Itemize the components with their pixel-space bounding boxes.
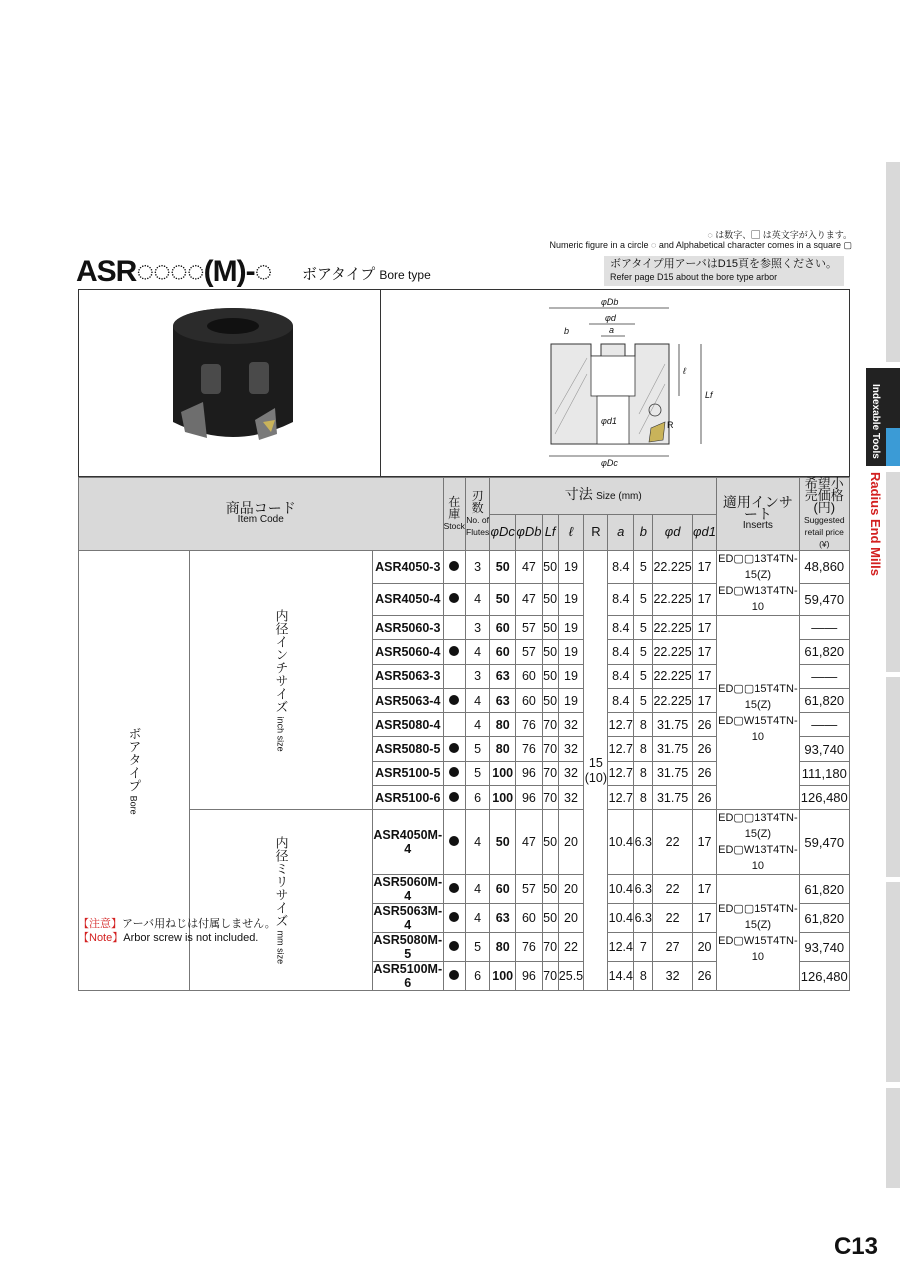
header-stock-jp: 在庫 (448, 495, 461, 521)
category-inch (190, 551, 373, 810)
dc-cell: 50 (490, 583, 516, 616)
header-inserts (717, 478, 799, 551)
d1-cell: 26 (692, 713, 716, 737)
b-cell: 6.3 (634, 810, 653, 875)
category-mm (190, 810, 373, 991)
header-flutes (465, 478, 489, 551)
header-r: R (584, 514, 608, 551)
note-en-tag: 【Note】 (78, 932, 124, 944)
header-db: φDb (516, 514, 543, 551)
flutes-cell: 5 (465, 737, 489, 761)
d-cell: 22 (653, 810, 692, 875)
l-cell: 19 (558, 640, 584, 664)
item-code: ASR5080-4 (373, 713, 444, 737)
flutes-cell: 3 (465, 616, 489, 640)
dc-cell: 60 (490, 640, 516, 664)
stock-dot-icon (449, 941, 459, 951)
placeholder-note-en: Numeric figure in a circle ◌ and Alphabetical character comes in a square ▢ (549, 240, 852, 250)
a-cell: 8.4 (608, 664, 634, 688)
insert-code: ED▢W13T4TN-10 (718, 585, 798, 613)
d-cell: 31.75 (653, 761, 692, 785)
header-lf: Lf (542, 514, 558, 551)
header-dc: φDc (490, 514, 516, 551)
price-cell: 93,740 (799, 737, 849, 761)
l-cell: 32 (558, 761, 584, 785)
a-cell: 10.4 (608, 810, 634, 875)
price-cell: 61,820 (799, 688, 849, 712)
label-lf: Lf (705, 390, 713, 400)
stock-dot-icon (449, 695, 459, 705)
l-cell: 32 (558, 737, 584, 761)
label-a: a (609, 325, 615, 335)
db-cell: 60 (516, 688, 543, 712)
dimension-diagram (539, 294, 739, 469)
side-tab-active[interactable] (886, 368, 900, 428)
category-tab-indexable-tools[interactable] (866, 368, 886, 466)
db-cell: 47 (516, 583, 543, 616)
note-en (78, 929, 258, 945)
placeholder-note-jp: ◌ は数字、▢ は英文字が入ります。 (707, 230, 852, 240)
b-cell: 8 (634, 786, 653, 810)
header-stock-en: Stock (443, 521, 465, 531)
header-size (490, 478, 717, 515)
stock-dot-icon (449, 767, 459, 777)
dc-cell: 80 (490, 713, 516, 737)
price-cell: —— (799, 616, 849, 640)
category-mm-jp: 内径ミリサイズ (273, 836, 289, 928)
stock-cell (443, 616, 465, 640)
lf-cell: 70 (542, 786, 558, 810)
db-cell: 47 (516, 551, 543, 584)
lf-cell: 50 (542, 551, 558, 584)
lf-cell: 50 (542, 640, 558, 664)
b-cell: 8 (634, 737, 653, 761)
header-a: a (608, 514, 634, 551)
dc-cell: 100 (490, 761, 516, 785)
item-code: ASR5080-5 (373, 737, 444, 761)
insert-code: ED▢▢15T4TN-15(Z) (718, 682, 798, 711)
db-cell: 76 (516, 713, 543, 737)
header-size-jp: 寸法 (564, 486, 593, 503)
stock-dot-icon (449, 593, 459, 603)
d-cell: 22.225 (653, 688, 692, 712)
db-cell: 96 (516, 962, 543, 991)
side-tab (886, 882, 900, 1082)
stock-cell (443, 810, 465, 875)
header-price-jp: 希望小売価格(円) (804, 476, 844, 515)
lf-cell: 50 (542, 583, 558, 616)
category-mm-en: mm size (275, 930, 286, 965)
item-code: ASR5060-4 (373, 640, 444, 664)
l-cell: 32 (558, 713, 584, 737)
l-cell: 19 (558, 688, 584, 712)
db-cell: 57 (516, 875, 543, 904)
stock-dot-icon (449, 970, 459, 980)
label-r: R (667, 420, 674, 430)
dc-cell: 60 (490, 875, 516, 904)
a-cell: 12.7 (608, 761, 634, 785)
label-d1: φd1 (601, 416, 617, 426)
db-cell: 76 (516, 933, 543, 962)
a-cell: 12.4 (608, 933, 634, 962)
side-tab (886, 472, 900, 672)
db-cell: 76 (516, 737, 543, 761)
db-cell: 96 (516, 761, 543, 785)
stock-dot-icon (449, 561, 459, 571)
d-cell: 22 (653, 904, 692, 933)
note-jp-tag: 【注意】 (78, 918, 122, 930)
dc-cell: 63 (490, 904, 516, 933)
l-cell: 19 (558, 664, 584, 688)
header-price-en: Suggested retail price (¥) (803, 515, 845, 549)
insert-code: ED▢W15T4TN-10 (718, 934, 798, 963)
a-cell: 10.4 (608, 875, 634, 904)
label-db: φDb (601, 297, 619, 307)
item-code: ASR5100-6 (373, 786, 444, 810)
item-code: ASR5063-4 (373, 688, 444, 712)
r-value-paren: (10) (584, 770, 607, 785)
d1-cell: 26 (692, 962, 716, 991)
lf-cell: 70 (542, 713, 558, 737)
lf-cell: 50 (542, 810, 558, 875)
d1-cell: 26 (692, 786, 716, 810)
lf-cell: 50 (542, 875, 558, 904)
stock-dot-icon (449, 912, 459, 922)
note-en-text: Arbor screw is not included. (123, 932, 259, 944)
category-inch-en: inch size (275, 716, 286, 752)
header-stock (443, 478, 465, 551)
flutes-cell: 6 (465, 786, 489, 810)
l-cell: 19 (558, 616, 584, 640)
d1-cell: 20 (692, 933, 716, 962)
d1-cell: 17 (692, 904, 716, 933)
dc-cell: 60 (490, 616, 516, 640)
d-cell: 31.75 (653, 737, 692, 761)
bore-note-en: Refer page D15 about the bore type arbor (610, 272, 778, 282)
flutes-cell: 3 (465, 551, 489, 584)
side-tab-active-marker (886, 428, 900, 466)
l-cell: 20 (558, 875, 584, 904)
item-code: ASR5063-3 (373, 664, 444, 688)
price-cell: 93,740 (799, 933, 849, 962)
label-l: ℓ (683, 366, 686, 376)
header-item-code (79, 478, 444, 551)
stock-cell (443, 761, 465, 785)
item-code: ASR5100-5 (373, 761, 444, 785)
a-cell: 10.4 (608, 904, 634, 933)
insert-code: ED▢W15T4TN-10 (718, 714, 798, 743)
insert-code: ED▢W13T4TN-10 (718, 844, 798, 873)
item-code: ASR5080M-5 (373, 933, 443, 962)
stock-cell (443, 688, 465, 712)
lf-cell: 70 (542, 761, 558, 785)
price-cell: 126,480 (799, 786, 849, 810)
bore-note-jp: ボアタイプ用アーバはD15頁を参照ください。 (610, 258, 837, 270)
note-jp-text: アーバ用ねじは付属しません。 (122, 918, 276, 930)
a-cell: 8.4 (608, 640, 634, 664)
a-cell: 8.4 (608, 688, 634, 712)
d-cell: 31.75 (653, 713, 692, 737)
price-cell: —— (799, 664, 849, 688)
lf-cell: 70 (542, 933, 558, 962)
category-bore-en: Bore (128, 795, 139, 815)
subtitle-jp: ボアタイプ (302, 266, 376, 283)
lf-cell: 50 (542, 616, 558, 640)
flutes-cell: 4 (465, 713, 489, 737)
b-cell: 6.3 (634, 904, 653, 933)
l-cell: 20 (558, 904, 584, 933)
price-cell: 48,860 (799, 551, 849, 584)
d-cell: 22.225 (653, 664, 692, 688)
dc-cell: 50 (490, 551, 516, 584)
d1-cell: 17 (692, 664, 716, 688)
label-b: b (564, 326, 570, 336)
flutes-cell: 6 (465, 962, 489, 991)
d-cell: 27 (653, 933, 692, 962)
stock-cell (443, 640, 465, 664)
d-cell: 22.225 (653, 583, 692, 616)
item-code: ASR5100M-6 (373, 962, 443, 991)
stock-cell (443, 962, 465, 991)
lf-cell: 70 (542, 962, 558, 991)
b-cell: 5 (634, 664, 653, 688)
table-row (79, 810, 850, 875)
item-code: ASR4050-4 (373, 583, 444, 616)
item-code: ASR5063M-4 (373, 904, 443, 933)
header-inserts-en: Inserts (742, 520, 773, 531)
header-price (799, 478, 849, 551)
b-cell: 5 (634, 616, 653, 640)
side-tab (886, 1088, 900, 1188)
price-cell: 61,820 (799, 904, 849, 933)
header-d: φd (653, 514, 692, 551)
b-cell: 6.3 (634, 875, 653, 904)
side-tab (886, 162, 900, 362)
header-size-en: Size (mm) (596, 491, 642, 503)
product-figure-panel (78, 289, 850, 477)
d-cell: 22 (653, 875, 692, 904)
insert-cell (717, 616, 799, 810)
flutes-cell: 4 (465, 583, 489, 616)
item-code: ASR4050-3 (373, 551, 444, 584)
figure-divider (380, 290, 381, 476)
l-cell: 20 (558, 810, 584, 875)
l-cell: 19 (558, 583, 584, 616)
insert-code: ED▢▢15T4TN-15(Z) (718, 902, 798, 931)
b-cell: 7 (634, 933, 653, 962)
header-flutes-en: No. of Flutes (466, 515, 490, 537)
price-cell: 59,470 (799, 810, 849, 875)
d1-cell: 17 (692, 875, 716, 904)
stock-dot-icon (449, 836, 459, 846)
stock-cell (443, 737, 465, 761)
bore-arbor-note (604, 256, 844, 286)
subtitle-en: Bore type (379, 268, 431, 282)
header-l: ℓ (558, 514, 584, 551)
stock-cell (443, 664, 465, 688)
category-tab-label: Indexable Tools (870, 384, 881, 459)
stock-cell (443, 551, 465, 584)
a-cell: 8.4 (608, 551, 634, 584)
r-cell (584, 551, 608, 991)
db-cell: 60 (516, 664, 543, 688)
l-cell: 25.5 (558, 962, 584, 991)
section-label-radius-end-mills: Radius End Mills (868, 472, 883, 577)
price-cell: 111,180 (799, 761, 849, 785)
a-cell: 8.4 (608, 583, 634, 616)
stock-cell (443, 713, 465, 737)
item-code: ASR4050M-4 (373, 810, 444, 875)
a-cell: 12.7 (608, 737, 634, 761)
flutes-cell: 4 (465, 904, 489, 933)
price-cell: —— (799, 713, 849, 737)
stock-cell (443, 875, 465, 904)
db-cell: 57 (516, 640, 543, 664)
l-cell: 22 (558, 933, 584, 962)
price-cell: 59,470 (799, 583, 849, 616)
d1-cell: 17 (692, 616, 716, 640)
lf-cell: 50 (542, 904, 558, 933)
item-code: ASR5060M-4 (373, 875, 443, 904)
a-cell: 8.4 (608, 616, 634, 640)
flutes-cell: 4 (465, 688, 489, 712)
insert-code: ED▢▢13T4TN-15(Z) (718, 553, 798, 581)
lf-cell: 50 (542, 664, 558, 688)
header-item-code-en: Item Code (237, 514, 284, 525)
b-cell: 5 (634, 551, 653, 584)
category-inch-jp: 内径インチサイズ (273, 608, 289, 713)
db-cell: 96 (516, 786, 543, 810)
flutes-cell: 4 (465, 875, 489, 904)
price-cell: 61,820 (799, 640, 849, 664)
dc-cell: 63 (490, 664, 516, 688)
price-cell: 61,820 (799, 875, 849, 904)
lf-cell: 50 (542, 688, 558, 712)
flutes-cell: 4 (465, 810, 489, 875)
table-row (79, 551, 850, 584)
insert-cell (717, 551, 799, 616)
db-cell: 47 (516, 810, 543, 875)
header-flutes-jp: 刃数 (471, 489, 484, 515)
db-cell: 60 (516, 904, 543, 933)
d-cell: 22.225 (653, 551, 692, 584)
header-item-code-jp: 商品コード (225, 500, 296, 516)
label-dc: φDc (601, 458, 618, 468)
stock-dot-icon (449, 743, 459, 753)
d1-cell: 26 (692, 761, 716, 785)
stock-dot-icon (449, 883, 459, 893)
flutes-cell: 4 (465, 640, 489, 664)
d1-cell: 26 (692, 737, 716, 761)
db-cell: 57 (516, 616, 543, 640)
dc-cell: 63 (490, 688, 516, 712)
stock-dot-icon (449, 646, 459, 656)
price-cell: 126,480 (799, 962, 849, 991)
d1-cell: 17 (692, 688, 716, 712)
stock-dot-icon (449, 792, 459, 802)
b-cell: 5 (634, 640, 653, 664)
d1-cell: 17 (692, 551, 716, 584)
a-cell: 14.4 (608, 962, 634, 991)
page-number: C13 (833, 1233, 878, 1260)
a-cell: 12.7 (608, 786, 634, 810)
header-d1: φd1 (692, 514, 716, 551)
flutes-cell: 5 (465, 933, 489, 962)
insert-cell (717, 810, 799, 875)
b-cell: 5 (634, 688, 653, 712)
b-cell: 8 (634, 713, 653, 737)
l-cell: 32 (558, 786, 584, 810)
insert-code: ED▢▢13T4TN-15(Z) (718, 812, 798, 841)
label-d: φd (605, 313, 616, 323)
stock-cell (443, 786, 465, 810)
stock-cell (443, 583, 465, 616)
d-cell: 31.75 (653, 786, 692, 810)
header-b: b (634, 514, 653, 551)
dc-cell: 100 (490, 786, 516, 810)
b-cell: 5 (634, 583, 653, 616)
d1-cell: 17 (692, 810, 716, 875)
stock-cell (443, 904, 465, 933)
lf-cell: 70 (542, 737, 558, 761)
d-cell: 22.225 (653, 616, 692, 640)
l-cell: 19 (558, 551, 584, 584)
dc-cell: 100 (490, 962, 516, 991)
category-bore-jp: ボアタイプ (126, 726, 142, 792)
d1-cell: 17 (692, 583, 716, 616)
side-tab (886, 677, 900, 877)
insert-cell (717, 875, 799, 991)
d1-cell: 17 (692, 640, 716, 664)
r-value: 15 (588, 755, 603, 770)
b-cell: 8 (634, 761, 653, 785)
dc-cell: 80 (490, 933, 516, 962)
product-title: ASR◌◌◌◌(M)-◌ (76, 255, 272, 288)
item-code: ASR5060-3 (373, 616, 444, 640)
product-photo (163, 302, 303, 462)
b-cell: 8 (634, 962, 653, 991)
flutes-cell: 5 (465, 761, 489, 785)
stock-cell (443, 933, 465, 962)
d-cell: 22.225 (653, 640, 692, 664)
header-inserts-jp: 適用インサート (722, 494, 793, 522)
a-cell: 12.7 (608, 713, 634, 737)
flutes-cell: 3 (465, 664, 489, 688)
dc-cell: 50 (490, 810, 516, 875)
d-cell: 32 (653, 962, 692, 991)
dc-cell: 80 (490, 737, 516, 761)
product-subtitle (302, 263, 431, 284)
